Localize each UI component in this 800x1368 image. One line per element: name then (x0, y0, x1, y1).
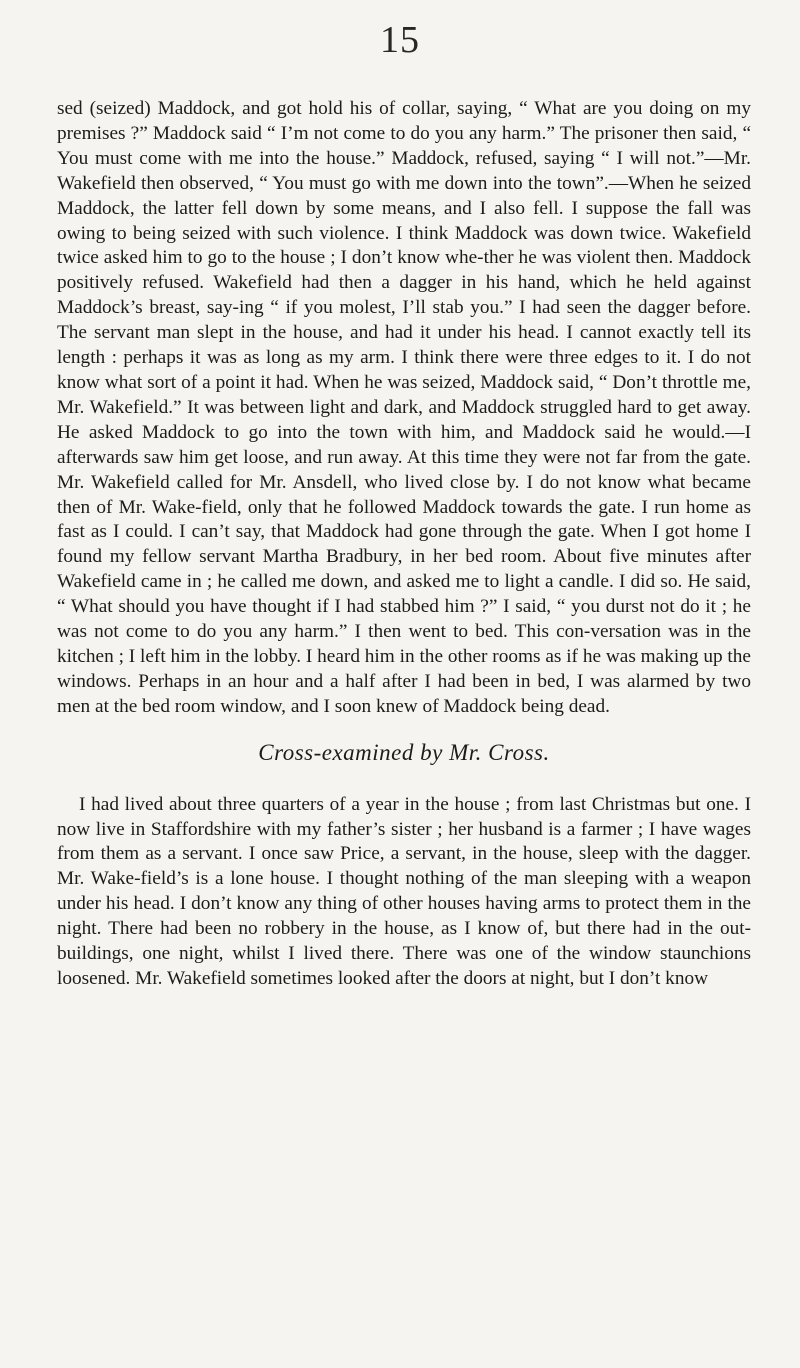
body-text (57, 97, 751, 992)
section-heading: Cross-examined by Mr. Cross. (258, 739, 550, 765)
paragraph-testimony: sed (seized) Maddock, and got hold his of collar, saying, “ What are you doing on my premises ?” Maddock said “ I’m not come to do you any harm.” The prisoner then said, “ You must come with me into the house.” Maddock, refused, saying “ I will not.”—Mr. Wakefield then observed, “ You must go with me down into the town”.—When he seized Maddock, the latter fell down by some means, and I also fell. I suppose the fall was owing to being seized with such violence. I think Maddock was down twice. Wakefield twice asked him to go to the house ; I don’t know whe-ther he was violent then. Maddock positively refused. Wakefield had then a dagger in his hand, which he held against Maddock’s breast, say-ing “ if you molest, I’ll stab you.” I had seen the dagger before. The servant man slept in the house, and had it under his head. I cannot exactly tell its length : perhaps it was as long as my arm. I think there were three edges to it. I do not know what sort of a point it had. When he was seized, Maddock said, “ Don’t throttle me, Mr. Wakefield.” It was between light and dark, and Maddock struggled hard to get away. He asked Maddock to go into the town with him, and Maddock said he would.—I afterwards saw him get loose, and run away. At this time they were not far from the gate. Mr. Wakefield called for Mr. Ansdell, who lived close by. I do not know what became then of Mr. Wake-field, only that he followed Maddock towards the gate. I run home as fast as I could. I can’t say, that Maddock had gone through the gate. When I got home I found my fellow servant Martha Bradbury, in her bed room. About five minutes after Wakefield came in ; he called me down, and asked me to light a candle. I did so. He said, “ What should you have thought if I had stabbed him ?” I said, “ you durst not do it ; he was not come to do you any harm.” I then went to bed. This con-versation was in the kitchen ; I left him in the lobby. I heard him in the other rooms as if he was making up the windows. Perhaps in an hour and a half after I had been in bed, I was alarmed by two men at the bed room window, and I soon knew of Maddock being dead. (57, 98, 751, 717)
page-number: 15 (380, 19, 420, 61)
paragraph-cross-examination: I had lived about three quarters of a year in the house ; from last Christmas but one. I now live in Staffordshire with my father’s sister ; her husband is a farmer ; I have wages from them as a servant. I once saw Price, a servant, in the house, sleep with the dagger. Mr. Wake-field’s is a lone house. I thought nothing of the man sleeping with a weapon under his head. I don’t know any thing of other houses having arms to protect them in the night. There had been no robbery in the house, as I know of, but there had in the out-buildings, one night, whilst I lived there. There was one of the window staunchions loosened. Mr. Wakefield sometimes looked after the doors at night, but I don’t know (57, 793, 751, 989)
